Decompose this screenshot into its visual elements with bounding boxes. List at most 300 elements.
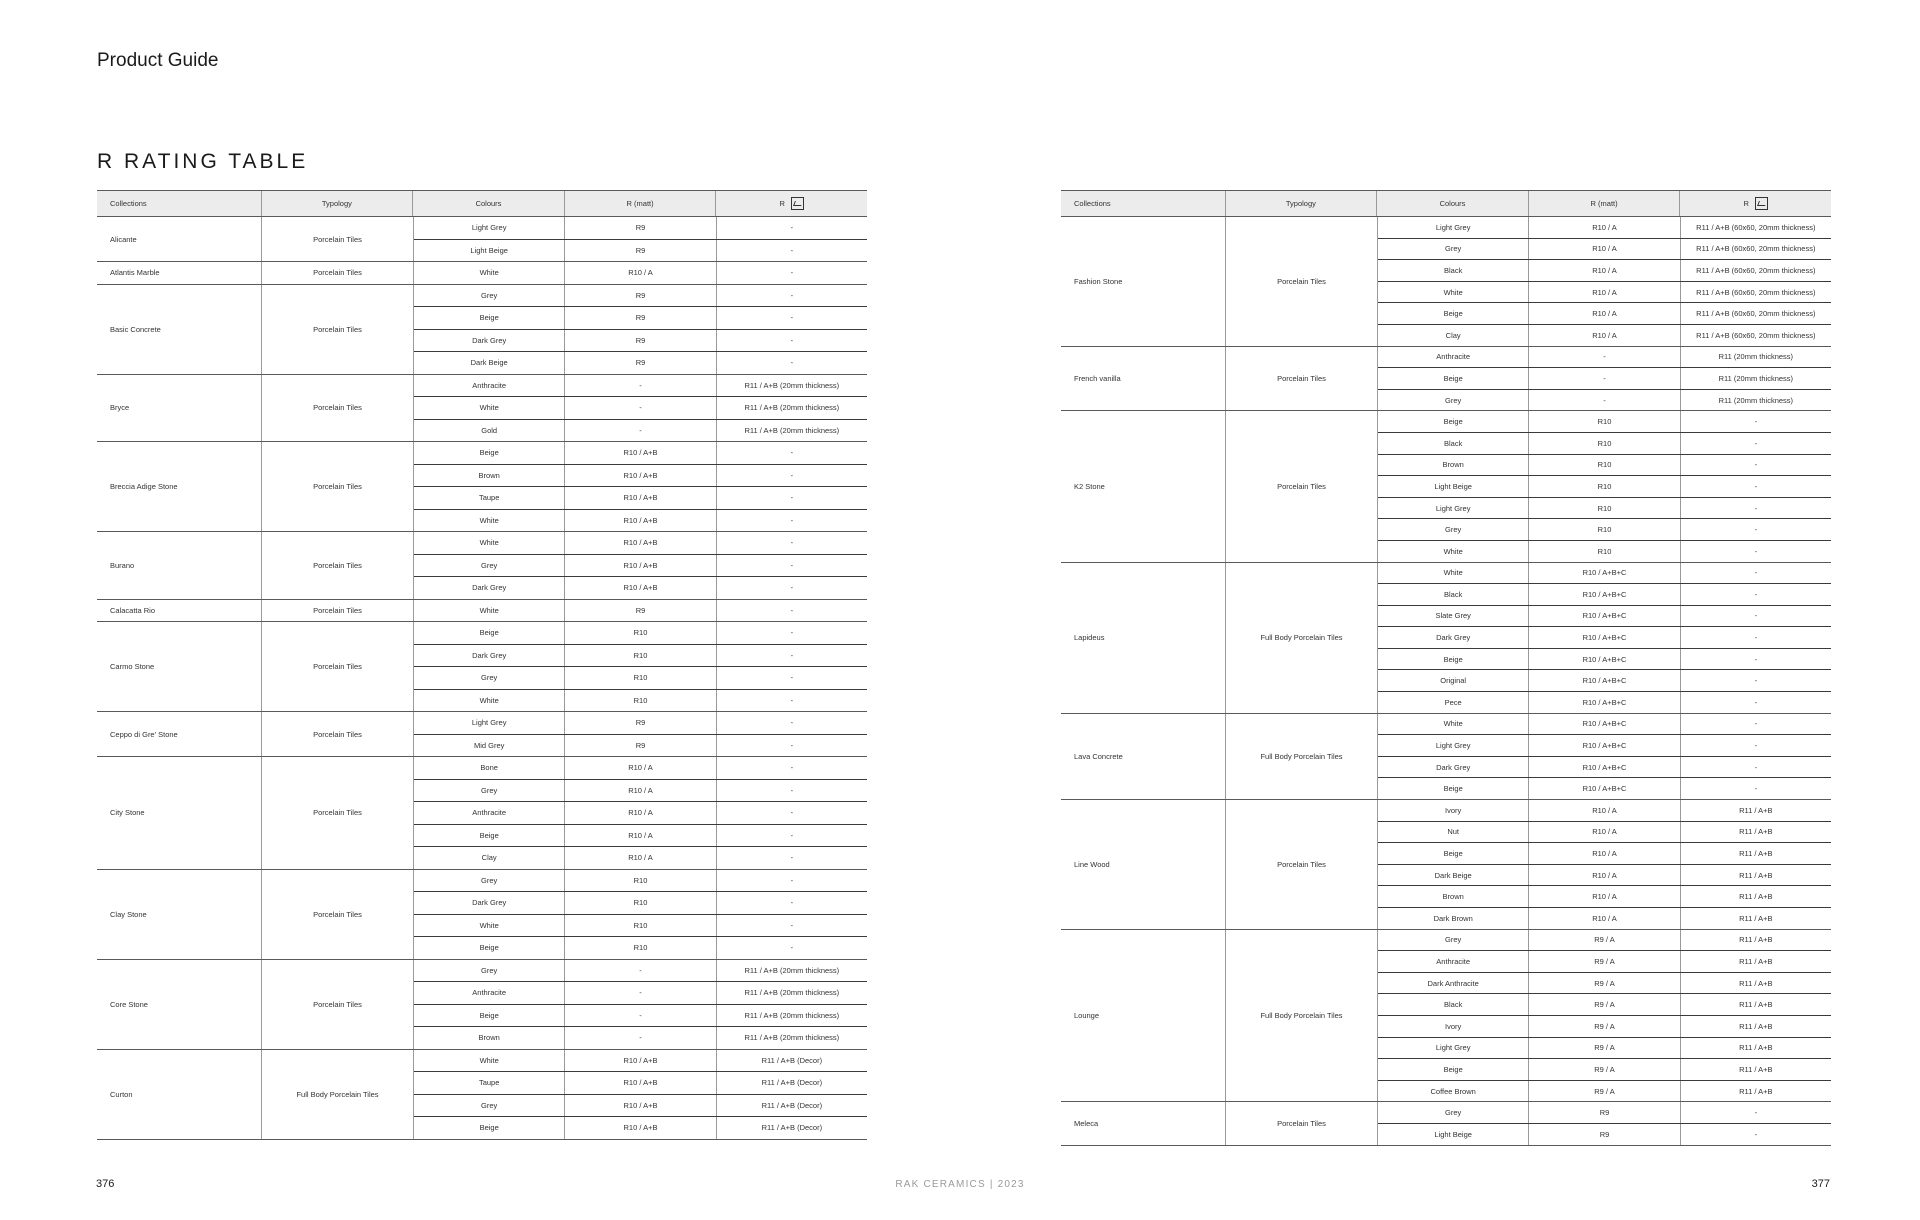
typology: Porcelain Tiles bbox=[262, 532, 414, 599]
colour-cell: Gold bbox=[414, 420, 565, 442]
r-rating-cell: - bbox=[790, 583, 794, 593]
r-rating-cell: R11 / A+B bbox=[1739, 913, 1773, 923]
r-rating-cell: - bbox=[790, 785, 794, 795]
colour-cell: White bbox=[414, 262, 565, 284]
typology: Porcelain Tiles bbox=[262, 442, 414, 531]
colour-cell: Black bbox=[1378, 433, 1529, 454]
typology: Porcelain Tiles bbox=[1226, 347, 1378, 411]
r-matt-cell: R9 / A bbox=[1529, 994, 1680, 1015]
r-rating-cell: - bbox=[790, 853, 794, 863]
r-rating-cell: R11 / A+B bbox=[1739, 1086, 1773, 1096]
table-row bbox=[414, 577, 867, 599]
r-matt-cell: R10 / A bbox=[565, 847, 716, 869]
colour-cell: Beige bbox=[414, 1005, 565, 1027]
typology: Full Body Porcelain Tiles bbox=[1226, 930, 1378, 1102]
table-row bbox=[1378, 1124, 1831, 1145]
colour-cell: Light Grey bbox=[1378, 217, 1529, 238]
r-rating-cell: - bbox=[1754, 784, 1758, 794]
typology: Porcelain Tiles bbox=[262, 960, 414, 1049]
typology: Porcelain Tiles bbox=[1226, 800, 1378, 929]
r-rating-cell: - bbox=[790, 695, 794, 705]
r-matt-cell: R10 / A+B+C bbox=[1529, 563, 1680, 584]
r-matt-cell: R10 / A+B+C bbox=[1529, 584, 1680, 605]
r-rating-cell: - bbox=[1754, 611, 1758, 621]
r-rating-cell: - bbox=[790, 493, 794, 503]
collection-name: Burano bbox=[97, 532, 262, 599]
r-matt-cell: R9 bbox=[1529, 1102, 1680, 1123]
colour-cell: Light Grey bbox=[1378, 1038, 1529, 1059]
colour-cell: Nut bbox=[1378, 822, 1529, 843]
collection-name: Bryce bbox=[97, 375, 262, 442]
collection-group bbox=[97, 712, 867, 757]
header-typology: Typology bbox=[262, 191, 414, 216]
table-row bbox=[414, 510, 867, 532]
header-r-matt: R (matt) bbox=[565, 191, 717, 216]
table-row bbox=[414, 240, 867, 262]
table-row bbox=[1378, 217, 1831, 239]
table-row bbox=[1378, 649, 1831, 671]
r-matt-cell: R10 / A bbox=[1529, 886, 1680, 907]
table-row bbox=[414, 667, 867, 690]
r-matt-cell: R9 bbox=[565, 240, 716, 262]
r-matt-cell: R10 / A bbox=[565, 825, 716, 847]
r-rating-cell: - bbox=[1754, 568, 1758, 578]
r-rating-cell: - bbox=[790, 898, 794, 908]
r-matt-cell: R9 bbox=[565, 600, 716, 622]
collection-group bbox=[97, 757, 867, 870]
colour-rows bbox=[1378, 347, 1831, 411]
colour-rows bbox=[1378, 217, 1831, 346]
colour-cell: Beige bbox=[414, 825, 565, 847]
r-matt-cell: - bbox=[1529, 368, 1680, 389]
r-rating-cell: - bbox=[790, 245, 794, 255]
table-row bbox=[414, 262, 867, 284]
colour-cell: Anthracite bbox=[414, 982, 565, 1004]
collection-group bbox=[97, 600, 867, 623]
r-rating-cell: - bbox=[1754, 676, 1758, 686]
colour-cell: Anthracite bbox=[414, 375, 565, 397]
colour-cell: Ivory bbox=[1378, 800, 1529, 821]
table-row bbox=[414, 1072, 867, 1095]
r-rating-cell: - bbox=[790, 223, 794, 233]
collection-group bbox=[97, 375, 867, 443]
r-rating-cell: - bbox=[790, 628, 794, 638]
colour-cell: Dark Grey bbox=[414, 577, 565, 599]
colour-cell: Grey bbox=[414, 1095, 565, 1117]
r-rating-cell: - bbox=[790, 740, 794, 750]
colour-rows bbox=[1378, 714, 1831, 799]
r-rating-cell: R11 / A+B (60x60, 20mm thickness) bbox=[1696, 330, 1816, 340]
colour-cell: Brown bbox=[1378, 455, 1529, 476]
r-rating-cell: R11 (20mm thickness) bbox=[1718, 395, 1794, 405]
table-row bbox=[414, 735, 867, 757]
r-rating-cell: - bbox=[790, 358, 794, 368]
r-rating-cell: R11 / A+B (20mm thickness) bbox=[744, 380, 840, 390]
collection-group bbox=[97, 870, 867, 960]
r-matt-cell: R10 / A+B+C bbox=[1529, 692, 1680, 713]
colour-cell: Grey bbox=[1378, 390, 1529, 411]
colour-cell: Light Grey bbox=[1378, 735, 1529, 756]
r-matt-cell: R10 bbox=[1529, 411, 1680, 432]
r-matt-cell: R9 bbox=[565, 735, 716, 757]
colour-cell: Grey bbox=[414, 555, 565, 577]
colour-cell: Anthracite bbox=[1378, 951, 1529, 972]
r-rating-cell: - bbox=[790, 605, 794, 615]
collection-name: Atlantis Marble bbox=[97, 262, 262, 284]
r-matt-cell: R9 / A bbox=[1529, 951, 1680, 972]
header-r-label: R bbox=[1743, 199, 1749, 208]
r-matt-cell: R10 / A+B bbox=[565, 577, 716, 599]
r-matt-cell: R10 / A+B bbox=[565, 1095, 716, 1117]
r-rating-cell: - bbox=[790, 335, 794, 345]
page-header-title: Product Guide bbox=[97, 50, 219, 71]
r-matt-cell: - bbox=[565, 375, 716, 397]
table-row bbox=[1378, 951, 1831, 973]
colour-cell: Taupe bbox=[414, 1072, 565, 1094]
table-row bbox=[414, 285, 867, 308]
table-row bbox=[414, 982, 867, 1005]
colour-cell: Grey bbox=[1378, 519, 1529, 540]
table-row bbox=[414, 780, 867, 803]
colour-rows bbox=[414, 960, 867, 1049]
r-rating-cell: - bbox=[790, 290, 794, 300]
table-row bbox=[1378, 1016, 1831, 1038]
r-rating-cell: - bbox=[790, 943, 794, 953]
table-row bbox=[1378, 692, 1831, 713]
colour-cell: Original bbox=[1378, 670, 1529, 691]
r-matt-cell: R10 bbox=[1529, 541, 1680, 562]
table-row bbox=[1378, 627, 1831, 649]
table-row bbox=[1378, 584, 1831, 606]
r-matt-cell: R9 / A bbox=[1529, 1081, 1680, 1102]
r-rating-cell: - bbox=[790, 470, 794, 480]
r-matt-cell: R10 bbox=[565, 937, 716, 959]
r-matt-cell: R9 bbox=[565, 330, 716, 352]
collection-group bbox=[97, 262, 867, 285]
r-matt-cell: R10 bbox=[565, 622, 716, 644]
colour-cell: White bbox=[414, 600, 565, 622]
r-matt-cell: - bbox=[565, 982, 716, 1004]
r-matt-cell: R10 / A+B bbox=[565, 532, 716, 554]
colour-cell: Bone bbox=[414, 757, 565, 779]
typology: Porcelain Tiles bbox=[262, 217, 414, 261]
colour-cell: Beige bbox=[1378, 843, 1529, 864]
table-row bbox=[414, 802, 867, 825]
colour-rows bbox=[414, 375, 867, 442]
table-row bbox=[1378, 606, 1831, 628]
r-matt-cell: R10 / A bbox=[1529, 260, 1680, 281]
r-rating-cell: - bbox=[790, 515, 794, 525]
colour-cell: Black bbox=[1378, 994, 1529, 1015]
r-rating-cell: - bbox=[790, 313, 794, 323]
r-rating-cell: R11 / A+B bbox=[1739, 827, 1773, 837]
table-row bbox=[414, 420, 867, 442]
colour-cell: Coffee Brown bbox=[1378, 1081, 1529, 1102]
colour-cell: Dark Grey bbox=[1378, 627, 1529, 648]
collection-name: City Stone bbox=[97, 757, 262, 869]
table-row bbox=[1378, 498, 1831, 520]
table-row bbox=[414, 825, 867, 848]
table-row bbox=[1378, 843, 1831, 865]
r-rating-cell: R11 / A+B bbox=[1739, 849, 1773, 859]
colour-cell: White bbox=[1378, 541, 1529, 562]
colour-cell: Beige bbox=[1378, 1059, 1529, 1080]
collection-name: Core Stone bbox=[97, 960, 262, 1049]
r-rating-table-right bbox=[1061, 190, 1831, 1146]
collection-group bbox=[1061, 800, 1831, 930]
table-row bbox=[1378, 1102, 1831, 1124]
r-rating-cell: R11 / A+B (60x60, 20mm thickness) bbox=[1696, 222, 1816, 232]
colour-rows bbox=[414, 442, 867, 531]
r-rating-cell: - bbox=[1754, 481, 1758, 491]
r-rating-cell: R11 / A+B (20mm thickness) bbox=[744, 1010, 840, 1020]
table-row bbox=[414, 892, 867, 915]
section-title: R RATING TABLE bbox=[97, 150, 309, 173]
r-rating-cell: - bbox=[1754, 741, 1758, 751]
r-matt-cell: R10 / A+B+C bbox=[1529, 606, 1680, 627]
typology: Porcelain Tiles bbox=[262, 285, 414, 374]
r-matt-cell: R10 / A+B+C bbox=[1529, 757, 1680, 778]
r-matt-cell: R10 bbox=[1529, 455, 1680, 476]
colour-cell: Beige bbox=[1378, 778, 1529, 799]
table-row bbox=[1378, 908, 1831, 929]
r-rating-cell: R11 / A+B (Decor) bbox=[761, 1078, 823, 1088]
r-matt-cell: R9 / A bbox=[1529, 1038, 1680, 1059]
r-matt-cell: R10 / A bbox=[1529, 239, 1680, 260]
r-matt-cell: R10 / A+B bbox=[565, 487, 716, 509]
table-row bbox=[1378, 714, 1831, 736]
table-row bbox=[1378, 455, 1831, 477]
table-row bbox=[414, 442, 867, 465]
r-matt-cell: R10 / A bbox=[565, 780, 716, 802]
typology: Full Body Porcelain Tiles bbox=[1226, 714, 1378, 799]
table-row bbox=[1378, 519, 1831, 541]
r-rating-cell: - bbox=[790, 448, 794, 458]
header-r-matt: R (matt) bbox=[1529, 191, 1681, 216]
table-row bbox=[1378, 239, 1831, 261]
r-matt-cell: R9 bbox=[565, 352, 716, 374]
colour-rows bbox=[1378, 1102, 1831, 1144]
colour-rows bbox=[1378, 563, 1831, 713]
r-matt-cell: R9 / A bbox=[1529, 1059, 1680, 1080]
collection-group bbox=[1061, 411, 1831, 562]
r-matt-cell: R10 / A+B bbox=[565, 1117, 716, 1139]
collection-name: Curton bbox=[97, 1050, 262, 1139]
colour-rows bbox=[1378, 411, 1831, 561]
r-matt-cell: R10 / A+B bbox=[565, 1072, 716, 1094]
typology: Porcelain Tiles bbox=[262, 622, 414, 711]
table-row bbox=[1378, 260, 1831, 282]
table-row bbox=[1378, 670, 1831, 692]
colour-cell: Grey bbox=[1378, 239, 1529, 260]
collection-group bbox=[1061, 1102, 1831, 1145]
r-matt-cell: R10 / A bbox=[1529, 282, 1680, 303]
r-rating-cell: - bbox=[1754, 546, 1758, 556]
colour-cell: Brown bbox=[414, 1027, 565, 1049]
r-rating-cell: R11 / A+B (20mm thickness) bbox=[744, 425, 840, 435]
r-rating-cell: - bbox=[790, 920, 794, 930]
r-rating-cell: R11 / A+B bbox=[1739, 1064, 1773, 1074]
r-rating-cell: R11 / A+B (Decor) bbox=[761, 1123, 823, 1133]
collection-name: Alicante bbox=[97, 217, 262, 261]
r-matt-cell: R10 bbox=[1529, 519, 1680, 540]
colour-cell: Dark Grey bbox=[1378, 757, 1529, 778]
colour-cell: Mid Grey bbox=[414, 735, 565, 757]
table-row bbox=[1378, 563, 1831, 585]
colour-cell: Dark Anthracite bbox=[1378, 973, 1529, 994]
r-matt-cell: R10 bbox=[1529, 498, 1680, 519]
collection-name: K2 Stone bbox=[1061, 411, 1226, 561]
r-matt-cell: - bbox=[565, 1005, 716, 1027]
collection-name: French vanilla bbox=[1061, 347, 1226, 411]
r-rating-cell: R11 / A+B bbox=[1739, 978, 1773, 988]
colour-cell: Dark Grey bbox=[414, 645, 565, 667]
colour-cell: Dark Beige bbox=[1378, 865, 1529, 886]
r-matt-cell: R10 / A bbox=[1529, 865, 1680, 886]
table-row bbox=[1378, 411, 1831, 433]
table-row bbox=[1378, 757, 1831, 779]
r-matt-cell: R9 bbox=[565, 712, 716, 734]
colour-rows bbox=[414, 622, 867, 711]
r-matt-cell: - bbox=[565, 960, 716, 982]
r-matt-cell: R10 bbox=[565, 690, 716, 712]
colour-cell: White bbox=[1378, 714, 1529, 735]
colour-cell: Grey bbox=[414, 960, 565, 982]
r-matt-cell: R10 / A+B+C bbox=[1529, 778, 1680, 799]
collection-group bbox=[1061, 930, 1831, 1103]
r-matt-cell: R10 / A bbox=[1529, 822, 1680, 843]
typology: Porcelain Tiles bbox=[262, 262, 414, 284]
r-rating-cell: - bbox=[1754, 762, 1758, 772]
r-rating-cell: R11 / A+B (Decor) bbox=[761, 1055, 823, 1065]
r-matt-cell: - bbox=[1529, 347, 1680, 368]
colour-cell: Light Grey bbox=[414, 712, 565, 734]
colour-cell: Beige bbox=[414, 622, 565, 644]
header-r-icon bbox=[1680, 191, 1831, 216]
surface-finish-icon bbox=[791, 197, 804, 210]
r-rating-cell: R11 / A+B bbox=[1739, 956, 1773, 966]
collection-group bbox=[97, 622, 867, 712]
table-row bbox=[414, 1005, 867, 1028]
header-typology: Typology bbox=[1226, 191, 1378, 216]
table-row bbox=[1378, 303, 1831, 325]
header-r-icon bbox=[716, 191, 867, 216]
collection-name: Clay Stone bbox=[97, 870, 262, 959]
collection-group bbox=[97, 532, 867, 600]
r-matt-cell: R10 / A bbox=[565, 802, 716, 824]
collection-name: Lapideus bbox=[1061, 563, 1226, 713]
typology: Porcelain Tiles bbox=[262, 712, 414, 756]
table-row bbox=[414, 622, 867, 645]
table-row bbox=[1378, 865, 1831, 887]
r-rating-cell: R11 / A+B (60x60, 20mm thickness) bbox=[1696, 287, 1816, 297]
r-matt-cell: R10 bbox=[565, 870, 716, 892]
r-matt-cell: R10 / A bbox=[1529, 303, 1680, 324]
colour-cell: Light Beige bbox=[414, 240, 565, 262]
r-rating-cell: - bbox=[790, 875, 794, 885]
colour-cell: Taupe bbox=[414, 487, 565, 509]
r-rating-cell: - bbox=[790, 763, 794, 773]
colour-cell: Grey bbox=[414, 870, 565, 892]
colour-cell: Grey bbox=[414, 780, 565, 802]
r-rating-cell: R11 / A+B (60x60, 20mm thickness) bbox=[1696, 265, 1816, 275]
r-rating-cell: R11 / A+B (Decor) bbox=[761, 1100, 823, 1110]
r-rating-cell: - bbox=[1754, 589, 1758, 599]
r-matt-cell: - bbox=[565, 420, 716, 442]
table-row bbox=[414, 1050, 867, 1073]
r-rating-cell: R11 / A+B (60x60, 20mm thickness) bbox=[1696, 309, 1816, 319]
colour-cell: White bbox=[414, 510, 565, 532]
table-row bbox=[414, 712, 867, 735]
r-rating-cell: - bbox=[1754, 719, 1758, 729]
colour-cell: Grey bbox=[414, 667, 565, 689]
r-matt-cell: R10 / A+B bbox=[565, 442, 716, 464]
typology: Porcelain Tiles bbox=[1226, 217, 1378, 346]
r-rating-cell: - bbox=[790, 268, 794, 278]
colour-cell: White bbox=[414, 690, 565, 712]
footer-brand: RAK CERAMICS | 2023 bbox=[895, 1179, 1025, 1190]
colour-rows bbox=[414, 262, 867, 284]
r-rating-cell: - bbox=[790, 560, 794, 570]
r-matt-cell: R10 / A+B bbox=[565, 465, 716, 487]
colour-rows bbox=[414, 757, 867, 869]
table-row bbox=[414, 1117, 867, 1139]
r-rating-cell: - bbox=[790, 538, 794, 548]
colour-cell: Brown bbox=[1378, 886, 1529, 907]
table-row bbox=[414, 330, 867, 353]
typology: Porcelain Tiles bbox=[262, 870, 414, 959]
header-collections: Collections bbox=[1061, 191, 1226, 216]
table-row bbox=[1378, 347, 1831, 369]
colour-rows bbox=[414, 712, 867, 756]
collection-group bbox=[97, 285, 867, 375]
table-row bbox=[1378, 282, 1831, 304]
r-matt-cell: R9 bbox=[565, 285, 716, 307]
r-matt-cell: R10 bbox=[565, 645, 716, 667]
table-row bbox=[1378, 735, 1831, 757]
r-matt-cell: R10 bbox=[565, 892, 716, 914]
table-row bbox=[414, 217, 867, 240]
r-matt-cell: R10 / A bbox=[1529, 325, 1680, 346]
collection-group bbox=[1061, 714, 1831, 800]
collection-name: Calacatta Rio bbox=[97, 600, 262, 622]
r-matt-cell: R10 bbox=[565, 915, 716, 937]
colour-cell: Beige bbox=[1378, 649, 1529, 670]
r-matt-cell: R9 / A bbox=[1529, 1016, 1680, 1037]
colour-cell: Pece bbox=[1378, 692, 1529, 713]
r-rating-cell: - bbox=[1754, 697, 1758, 707]
colour-cell: White bbox=[414, 915, 565, 937]
table-row bbox=[1378, 433, 1831, 455]
r-rating-cell: R11 / A+B (60x60, 20mm thickness) bbox=[1696, 244, 1816, 254]
surface-finish-icon bbox=[1755, 197, 1768, 210]
table-row bbox=[414, 1027, 867, 1049]
colour-cell: White bbox=[414, 397, 565, 419]
r-matt-cell: R9 / A bbox=[1529, 930, 1680, 951]
colour-cell: Clay bbox=[1378, 325, 1529, 346]
colour-cell: Black bbox=[1378, 584, 1529, 605]
r-matt-cell: R10 bbox=[1529, 433, 1680, 454]
table-row bbox=[414, 757, 867, 780]
collection-group bbox=[97, 217, 867, 262]
collection-name: Line Wood bbox=[1061, 800, 1226, 929]
colour-cell: Grey bbox=[1378, 930, 1529, 951]
table-row bbox=[414, 690, 867, 712]
collection-group bbox=[97, 442, 867, 532]
collection-group bbox=[1061, 563, 1831, 714]
colour-rows bbox=[414, 285, 867, 374]
colour-cell: White bbox=[414, 1050, 565, 1072]
